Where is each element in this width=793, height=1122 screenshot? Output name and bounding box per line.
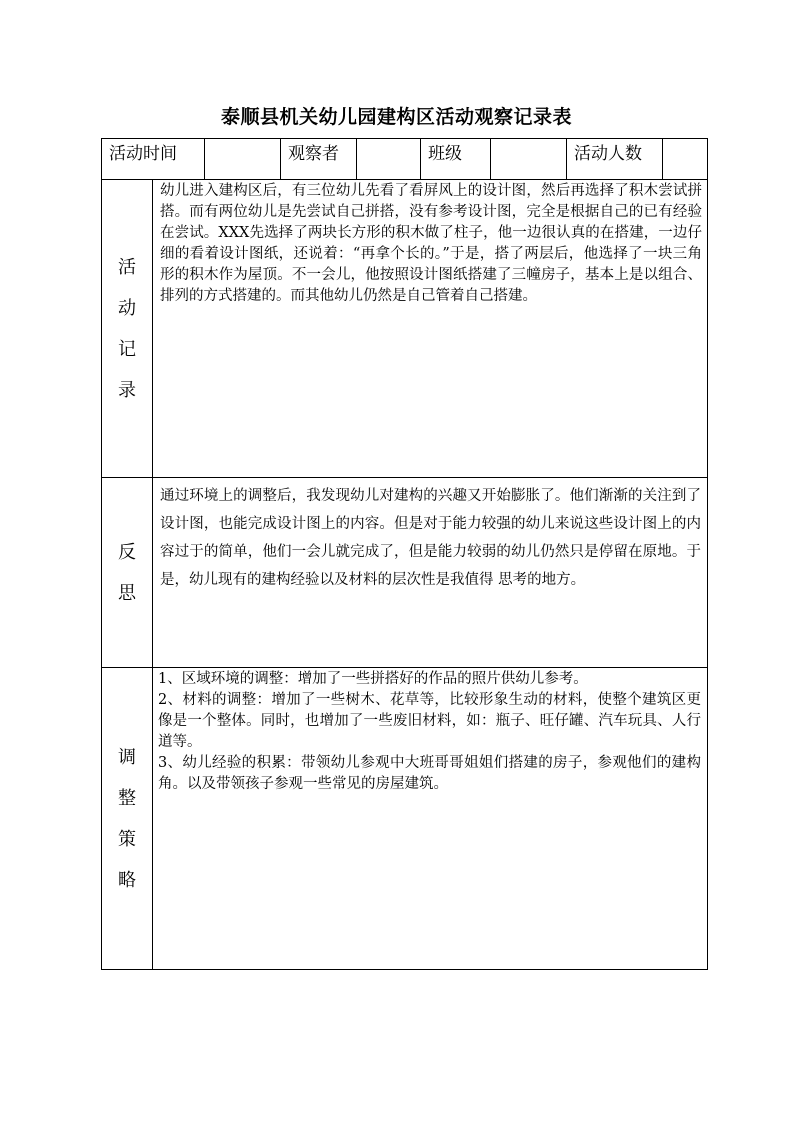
record-label-char: 记 xyxy=(118,338,136,360)
record-text: 幼儿进入建构区后，有三位幼儿先看了看屏风上的设计图，然后再选择了积木尝试拼搭。而有两位幼儿是先尝试自己拼搭，没有参考设计图，完全是根据自己的已有经验在尝试。XXX先选择了两块长方形的积木做了柱子，他一边很认真的在搭建，一边仔细的看着设计图纸，还说着：“再拿个长的。”于是，搭了两层后，他选择了一块三角形的积木作为屋顶。不一会儿，他按照设计图纸搭建了三幢房子，基本上是以组合、排列的方式搭建的。而其他幼儿仍然是自己管着自己搭建。 xyxy=(160,183,702,304)
reflection-content xyxy=(153,478,708,668)
strategy-label-char: 策 xyxy=(118,828,136,850)
strategy-content xyxy=(153,668,708,970)
observation-record-table xyxy=(101,138,708,970)
record-content xyxy=(153,180,708,478)
record-label xyxy=(102,180,153,478)
participants-label: 活动人数 xyxy=(567,139,663,180)
strategy-item: 1、区域环境的调整：增加了一些拼搭好的作品的照片供幼儿参考。 xyxy=(158,671,588,687)
record-label-char: 录 xyxy=(118,379,136,401)
strategy-label-char: 调 xyxy=(118,746,136,768)
strategy-label xyxy=(102,668,153,970)
reflection-label-char: 思 xyxy=(118,582,136,604)
activity-time-field[interactable] xyxy=(205,139,281,180)
strategy-row xyxy=(102,668,708,970)
page-title: 泰顺县机关幼儿园建构区活动观察记录表 xyxy=(220,106,572,128)
reflection-label-char: 反 xyxy=(118,541,136,563)
strategy-label-char: 整 xyxy=(118,787,136,809)
reflection-row xyxy=(102,478,708,668)
observer-label: 观察者 xyxy=(281,139,357,180)
participants-field[interactable] xyxy=(663,139,708,180)
class-label: 班级 xyxy=(421,139,491,180)
activity-time-label: 活动时间 xyxy=(102,139,205,180)
record-label-char: 动 xyxy=(118,297,136,319)
class-field[interactable] xyxy=(491,139,567,180)
reflection-text: 通过环境上的调整后，我发现幼儿对建构的兴趣又开始膨胀了。他们渐渐的关注到了设计图，也能完成设计图上的内容。但是对于能力较强的幼儿来说这些设计图上的内容过于的简单，他们一会儿就完成了，但是能力较弱的幼儿仍然只是停留在原地。于是，幼儿现有的建构经验以及材料的层次性是我值得 思考的地方。 xyxy=(160,488,701,588)
reflection-label xyxy=(102,478,153,668)
strategy-item: 2、材料的调整：增加了一些树木、花草等，比较形象生动的材料，使整个建筑区更像是一个整体。同时，也增加了一些废旧材料，如：瓶子、旺仔罐、汽车玩具、人行道等。 xyxy=(158,692,701,750)
strategy-label-char: 略 xyxy=(118,869,136,891)
strategy-item: 3、幼儿经验的积累：带领幼儿参观中大班哥哥姐姐们搭建的房子，参观他们的建构角。以及带领孩子参观一些常见的房屋建筑。 xyxy=(158,755,701,792)
record-label-char: 活 xyxy=(118,256,136,278)
header-row xyxy=(102,139,708,180)
record-row xyxy=(102,180,708,478)
observer-field[interactable] xyxy=(357,139,421,180)
